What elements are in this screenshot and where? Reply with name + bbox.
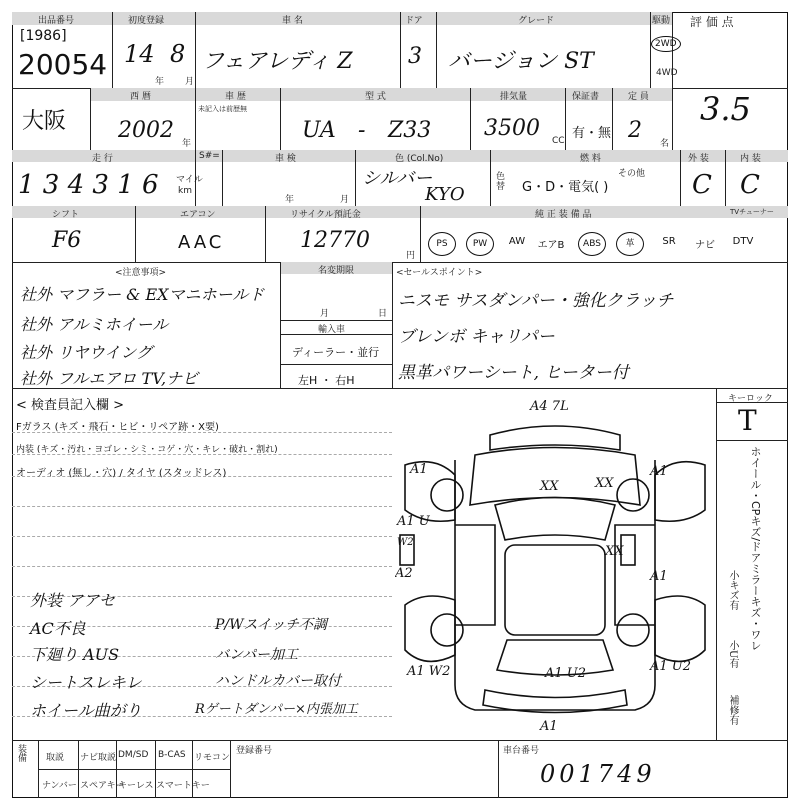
option-dtv: DTV — [732, 236, 754, 247]
history-note: 未記入は前歴無 — [198, 105, 247, 113]
inspector-note: 下廻り AUS — [30, 645, 120, 664]
option-aw: AW — [508, 236, 526, 247]
drive-4wd: 4WD — [656, 68, 678, 78]
tuner-label: TVチューナー — [730, 208, 774, 216]
interior-grade: C — [740, 170, 760, 200]
km-unit: km — [178, 186, 192, 196]
sales-point: ブレンボ キャリパー — [398, 327, 555, 347]
rule — [470, 88, 471, 150]
month-unit: 月 — [185, 77, 195, 87]
damage-mark: A1 W2 — [407, 664, 451, 679]
audio-tire-line: オーディオ (無し・穴) / タイヤ (スタッドレス) — [16, 468, 227, 479]
rule — [725, 150, 726, 206]
western-year-label: 西 暦 — [130, 92, 151, 102]
car-name: フェアレディ Z — [202, 49, 353, 74]
option-abs: ABS — [578, 232, 606, 256]
damage-mark: A4 7L — [530, 399, 569, 414]
damage-mark: A1 U2 — [650, 659, 692, 674]
inspector-note: Rゲートダンパー×内張加工 — [195, 702, 358, 717]
name-change-label: 名変期限 — [318, 266, 355, 276]
key-side-note: 補修有 — [727, 695, 738, 725]
damage-mark: A2 — [395, 566, 413, 581]
damage-mark: A1 U2 — [545, 666, 587, 681]
footer-item: ナンバー — [42, 781, 77, 791]
car-left-door — [455, 525, 495, 625]
rule — [90, 88, 91, 150]
option-ps: PS — [428, 232, 456, 256]
rule — [612, 88, 613, 150]
key-lock-label: キーロック — [728, 394, 773, 404]
footer-item: DM/SD — [118, 750, 149, 760]
damage-mark: XX — [540, 479, 559, 494]
damage-mark: XX — [595, 476, 614, 491]
car-front-bumper — [490, 426, 620, 450]
dashed-rule — [12, 536, 392, 537]
rule — [230, 740, 231, 798]
footer-item: ナビ取説 — [80, 753, 117, 763]
footer-item: キーレス — [118, 781, 154, 791]
rule — [355, 150, 356, 206]
year-unit: 年 — [155, 77, 165, 87]
aircon-value: AAC — [178, 232, 225, 253]
inspector-note: AC不良 — [30, 619, 86, 638]
yen-unit: 円 — [406, 251, 416, 261]
car-wheel-rr — [617, 614, 649, 646]
rule — [12, 740, 788, 741]
footer-item: スペアキー — [80, 781, 125, 791]
location: 大阪 — [22, 109, 67, 134]
door-count: 3 — [408, 44, 422, 69]
note-item: 社外 マフラー & EXマニホールド — [20, 285, 265, 304]
vin-value: 001749 — [540, 760, 656, 788]
rule — [195, 12, 196, 88]
inspector-note: ホイール曲がり — [30, 701, 142, 720]
note-item: 社外 リヤウイング — [20, 343, 152, 362]
vin-label: 車台番号 — [503, 746, 540, 756]
car-rear-bumper — [483, 690, 627, 713]
rule — [490, 150, 491, 206]
fglass-line: Fガラス (キズ・飛石・ヒビ・リペア跡・X要) — [16, 422, 219, 433]
car-left-rear-fender — [405, 596, 455, 661]
rule — [265, 206, 266, 262]
rule — [280, 88, 281, 150]
inspector-note: ハンドルカバー取付 — [215, 673, 341, 689]
model-code-sep: - — [358, 118, 366, 143]
key-side-note: 小U有 — [727, 640, 738, 669]
drive-label: 駆動 — [652, 16, 671, 26]
damage-mark: A1 U — [397, 514, 430, 529]
model-code-prefix: UA — [302, 118, 336, 143]
model-code: Z33 — [388, 118, 432, 143]
rule — [222, 150, 223, 206]
year-tag: [1986] — [20, 28, 67, 44]
displacement-value: 3500 — [484, 116, 540, 141]
first-reg-month: 8 — [170, 40, 186, 68]
color-value: シルバー — [362, 168, 433, 189]
exhibit-label: 出品番号 — [38, 16, 75, 26]
doors-label: ドア — [405, 16, 423, 26]
score-label: 評 価 点 — [690, 15, 734, 29]
damage-mark: A1 — [540, 719, 558, 734]
cc-unit: CC — [552, 136, 565, 146]
grade-label: グレード — [518, 16, 555, 26]
warranty-value: 有・無 — [572, 126, 612, 141]
dashed-rule — [12, 506, 392, 507]
fuel-value: G・D・電気( ) — [522, 180, 609, 195]
header-label-row — [12, 12, 672, 25]
dealer-parallel: ディーラー・並行 — [292, 346, 380, 359]
options-label: 純 正 装 備 品 — [535, 210, 592, 220]
recycle-value: 12770 — [300, 228, 370, 253]
footer-item: リモコン — [194, 753, 231, 763]
rule — [195, 88, 196, 150]
capacity-label: 定 員 — [628, 92, 649, 102]
car-wheel-fr — [617, 479, 649, 511]
option-pw: PW — [466, 232, 494, 256]
shift-value: F6 — [52, 228, 82, 253]
first-reg-label: 初度登録 — [128, 16, 165, 26]
option-navi: ナビ — [695, 240, 715, 251]
dashed-rule — [12, 566, 392, 567]
mile-unit: マイル — [176, 175, 203, 185]
aircon-label: エアコン — [180, 210, 216, 220]
inspection-month-unit: 月 — [340, 195, 350, 205]
footer-item: B-CAS — [158, 750, 186, 760]
footer-item: 取説 — [46, 753, 65, 763]
inspection-year-unit: 年 — [285, 195, 295, 205]
equipment-label: 装備 — [16, 744, 26, 762]
color-label: 色 (Col.No) — [395, 154, 444, 164]
inspector-note: P/Wスイッチ不調 — [215, 617, 327, 633]
import-label: 輸入車 — [318, 325, 346, 335]
car-windshield — [495, 498, 615, 541]
rule — [650, 12, 651, 88]
interior-label: 内 装 — [740, 154, 761, 164]
rule — [565, 88, 566, 150]
car-hood — [470, 448, 640, 506]
option-sr: SR — [662, 236, 676, 247]
footer-item: スマートキー — [156, 781, 210, 791]
capacity-unit: 名 — [660, 139, 670, 149]
key-vertical-note: ホイール・CPキズ/ドアミラーキズ・ワレ — [749, 446, 762, 652]
name-change-day: 日 — [378, 309, 388, 319]
rule — [38, 769, 230, 770]
rule — [280, 364, 392, 365]
fuel-other: その他 — [618, 169, 646, 179]
mileage-value: 1 3 4 3 1 6 — [18, 170, 159, 200]
model-label: 車 名 — [282, 16, 303, 26]
model-year: 2002 — [118, 118, 174, 143]
note-item: 社外 フルエアロ TV,ナビ — [20, 369, 199, 388]
inspector-note: シートスレキレ — [30, 673, 142, 692]
rule — [392, 262, 393, 388]
car-wheel-rl — [431, 614, 463, 646]
sales-label: <セールスポイント> — [396, 268, 483, 278]
car-wheel-fl — [431, 479, 463, 511]
year-unit-2: 年 — [182, 139, 192, 149]
notes-label: <注意事項> — [115, 268, 167, 278]
rule — [280, 262, 281, 388]
sales-point: 黒革パワーシート, ヒーター付 — [398, 363, 629, 383]
sflag-label: S#= — [199, 151, 220, 161]
rule — [716, 440, 788, 441]
type-label: 型 式 — [365, 92, 386, 102]
rule — [12, 262, 788, 263]
sales-point: ニスモ サスダンパー・強化クラッチ — [398, 291, 674, 311]
car-right-rear-fender — [655, 596, 705, 661]
rule — [112, 12, 113, 88]
grade-value: バージョン ST — [448, 49, 594, 74]
damage-mark: A1 — [410, 462, 428, 477]
exterior-grade: C — [692, 170, 712, 200]
rule — [420, 206, 421, 262]
displacement-label: 排気量 — [500, 92, 528, 102]
steering-side: 左H ・ 右H — [298, 374, 355, 387]
mileage-label: 走 行 — [92, 154, 113, 164]
first-reg-year: 14 — [124, 40, 155, 68]
damage-mark: XX — [605, 544, 624, 559]
interior-line: 内装 (キズ・汚れ・ヨゴレ・シミ・コゲ・穴・キレ・破れ・割れ) — [16, 445, 278, 455]
capacity-value: 2 — [628, 118, 642, 143]
exhibit-number: 20054 — [18, 48, 108, 81]
rule — [672, 12, 673, 150]
inspection-label: 車 検 — [275, 154, 296, 164]
note-item: 社外 アルミホイール — [20, 315, 169, 334]
drive-2wd-circled: 2WD — [651, 36, 681, 52]
history-label: 車 歴 — [225, 92, 246, 102]
rule — [680, 150, 681, 206]
key-lock-value: T — [738, 404, 757, 437]
damage-mark: A1 — [650, 464, 668, 479]
shift-label: シフト — [52, 210, 80, 220]
registration-label: 登録番号 — [236, 746, 273, 756]
key-side-note: 小キズ有 — [727, 570, 738, 610]
car-roof — [505, 545, 605, 635]
score-value: 3.5 — [700, 90, 751, 128]
exterior-label: 外 装 — [688, 154, 709, 164]
recycle-label: リサイクル預託金 — [290, 210, 361, 220]
rule — [498, 740, 499, 798]
rule — [280, 320, 392, 321]
inspector-note: バンパー加工 — [215, 647, 299, 663]
row4-label-row — [12, 206, 788, 218]
color-code: KYO — [425, 184, 465, 205]
car-diagram — [395, 395, 715, 740]
damage-mark: W2 — [397, 537, 414, 548]
fuel-label: 燃 料 — [580, 154, 601, 164]
inspector-note: 外装 アアセ — [30, 591, 115, 610]
rule — [436, 12, 437, 88]
option-airbag: エアB — [537, 240, 565, 251]
name-change-month: 月 — [320, 309, 330, 319]
rule — [135, 206, 136, 262]
damage-mark: A1 — [650, 569, 668, 584]
rule — [400, 12, 401, 88]
option-leather: 革 — [616, 232, 644, 256]
color-change: 色替 — [496, 172, 506, 192]
inspection-title: < 検査員記入欄 > — [16, 398, 125, 413]
warranty-label: 保証書 — [572, 92, 600, 102]
